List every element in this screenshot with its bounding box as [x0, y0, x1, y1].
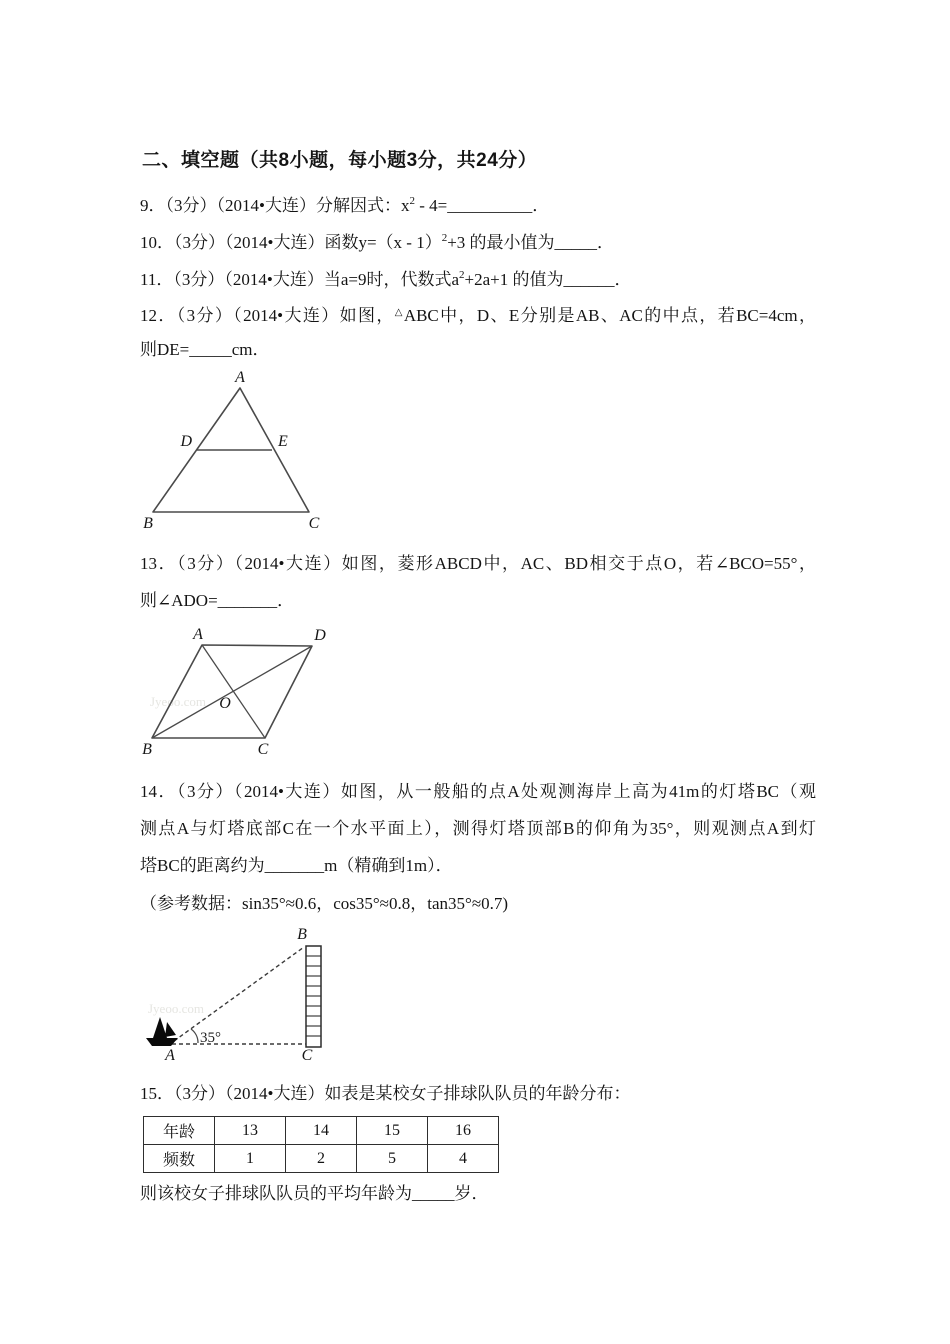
frequency-value: 2 — [286, 1145, 357, 1173]
age-value: 15 — [357, 1117, 428, 1145]
point-label-c: C — [301, 1047, 313, 1064]
vertex-label-c: C — [257, 741, 269, 758]
problem-9-text-rest: - 4=__________． — [414, 196, 550, 215]
section-title: 二、填空题（共8小题，每小题3分，共24分） — [142, 150, 538, 171]
problem-13-line-1: 13．（3分）（2014•大连）如图，菱形ABCD中，AC、BD相交于点O，若∠BCO=55°， — [140, 554, 816, 573]
vertex-label-a: A — [193, 626, 203, 643]
row-header-frequency: 频数 — [144, 1145, 215, 1173]
problem-10-text: 10．（3分）（2014•大连）函数y=（x - 1） — [140, 233, 442, 252]
problem-9 — [140, 189, 549, 218]
problem-9-exponent: 2 — [409, 195, 415, 207]
midpoint-label-e: E — [278, 433, 288, 450]
watermark-text: Jyeoo.com — [150, 694, 206, 709]
problem-14-line-1: 14．（3分）（2014•大连）如图，从一般船的点A处观测海岸上高为41m的灯塔BC（观 — [140, 782, 816, 801]
frequency-value: 4 — [428, 1145, 499, 1173]
problem-12-text-rest: ABC中，D、E分别是AB、AC的中点，若BC=4cm， — [403, 306, 816, 325]
problem-12-line-1 — [140, 300, 816, 328]
frequency-value: 1 — [215, 1145, 286, 1173]
age-value: 13 — [215, 1117, 286, 1145]
vertex-label-d: D — [314, 627, 326, 644]
problem-11-exponent: 2 — [459, 269, 465, 281]
problem-10-exponent: 2 — [441, 232, 448, 244]
problem-9-text: 9．（3分）（2014•大连）分解因式：x — [140, 196, 410, 215]
problem-10 — [140, 226, 614, 255]
intersection-label-o: O — [219, 695, 231, 712]
problem-12-text: 12．（3分）（2014•大连）如图， — [140, 306, 395, 325]
vertex-label-a: A — [235, 369, 245, 386]
point-label-b: B — [297, 926, 307, 943]
lighthouse-tower-rungs — [306, 956, 321, 1036]
problem-11-text: 11．（3分）（2014•大连）当a=9时，代数式a — [140, 270, 459, 289]
triangle-symbol: △ — [394, 307, 404, 318]
boat-icon — [146, 1017, 178, 1046]
age-frequency-table — [143, 1116, 499, 1173]
table-row-age — [144, 1117, 499, 1145]
angle-label: 35° — [200, 1030, 221, 1046]
problem-15-line-1: 15．（3分）（2014•大连）如表是某校女子排球队队员的年龄分布： — [140, 1084, 631, 1103]
problem-13-line-2: 则∠ADO=_______． — [140, 591, 295, 610]
problem-11-text-rest: +2a+1 的值为______． — [464, 270, 632, 289]
age-value: 16 — [428, 1117, 499, 1145]
elevation-sight-line — [174, 947, 304, 1041]
figure-lighthouse-elevation — [140, 925, 340, 1065]
problem-10-text-rest: +3 的最小值为_____． — [447, 233, 615, 252]
problem-14-reference-data: （参考数据：sin35°≈0.6，cos35°≈0.8，tan35°≈0.7) — [140, 894, 509, 913]
point-label-a: A — [165, 1047, 175, 1064]
vertex-label-c: C — [308, 515, 320, 532]
frequency-value: 5 — [357, 1145, 428, 1173]
vertex-label-b: B — [142, 741, 152, 758]
problem-11 — [140, 263, 631, 292]
watermark-text: Jyeoo.com — [148, 1001, 204, 1016]
problem-14-line-3: 塔BC的距离约为_______m（精确到1m）． — [140, 856, 453, 875]
angle-arc — [191, 1029, 198, 1043]
problem-15-line-2: 则该校女子排球队队员的平均年龄为_____岁． — [140, 1184, 489, 1203]
figure-triangle-abc-midsegment — [140, 368, 330, 530]
midpoint-label-d: D — [180, 433, 192, 450]
table-row-frequency — [144, 1145, 499, 1173]
problem-12-line-2: 则DE=_____cm． — [140, 340, 270, 359]
problem-14-line-2: 测点A与灯塔底部C在一个水平面上），测得灯塔顶部B的仰角为35°，则观测点A到灯 — [140, 819, 816, 838]
figure-rhombus-abcd — [138, 626, 343, 761]
row-header-age: 年龄 — [144, 1117, 215, 1145]
vertex-label-b: B — [143, 515, 153, 532]
age-value: 14 — [286, 1117, 357, 1145]
